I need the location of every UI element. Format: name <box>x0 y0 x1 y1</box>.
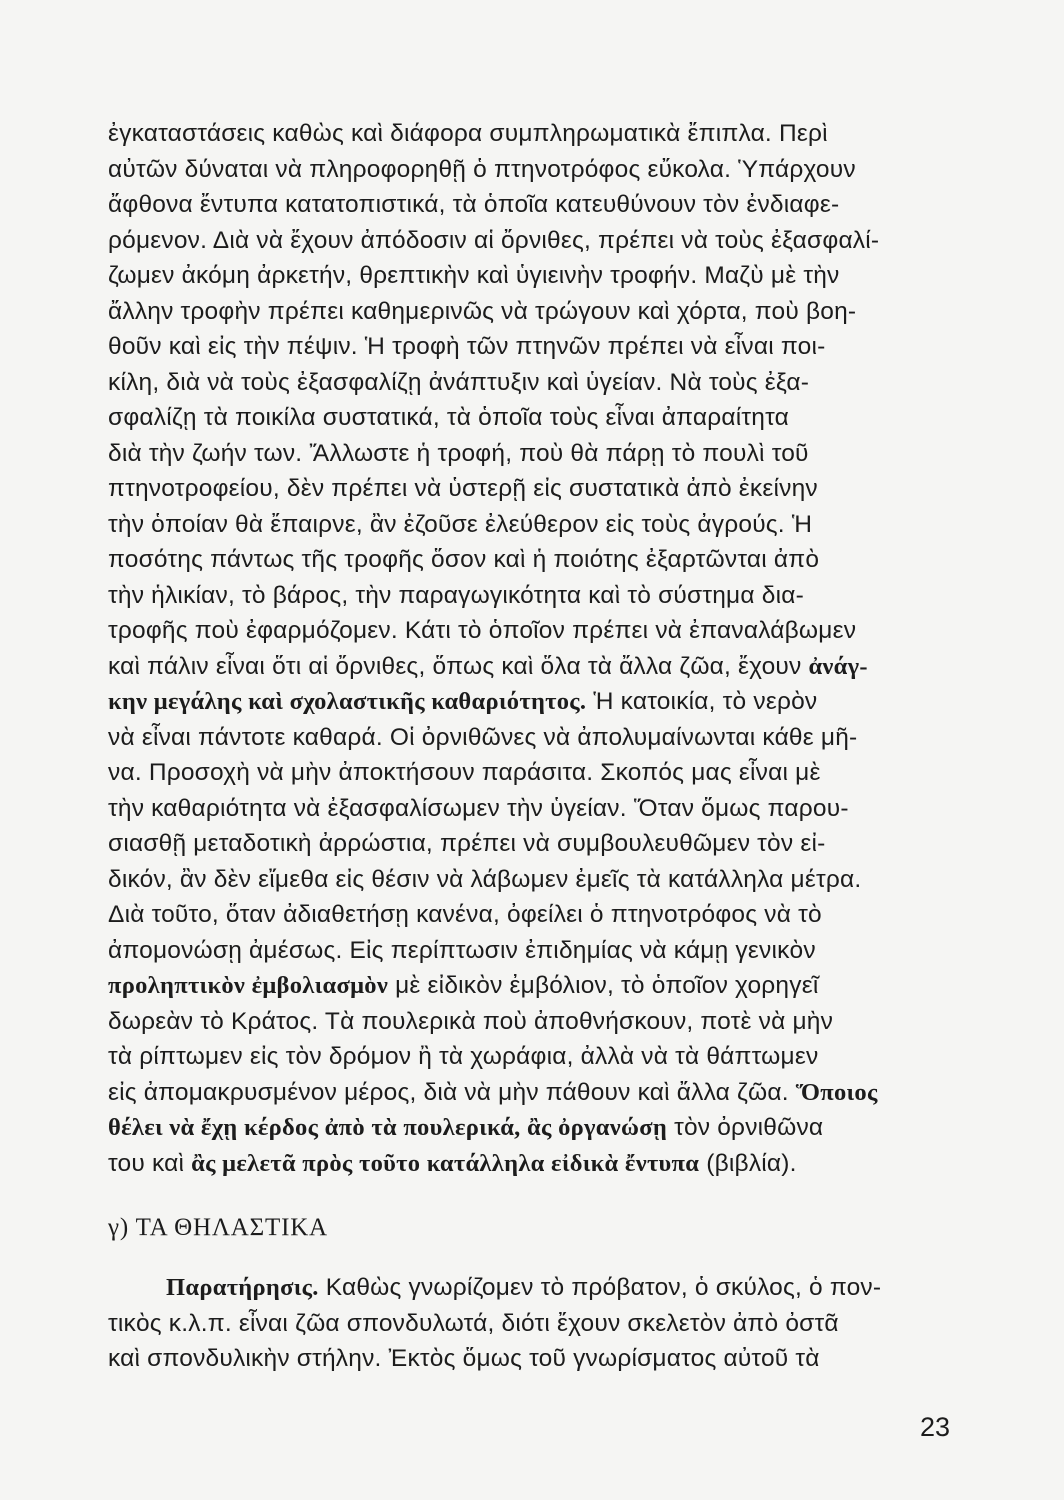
text-segment: ἀπομονώσῃ ἀμέσως. Εἰς περίπτωσιν ἐπιδημίας νὰ κάμῃ γενικὸν <box>108 936 816 964</box>
text-line <box>108 826 956 862</box>
paragraph-poultry-care <box>108 116 956 1181</box>
page-number: 23 <box>919 1412 950 1442</box>
text-segment: ἐγκαταστάσεις καθὼς καὶ διάφορα συμπληρωματικὰ ἔπιπλα. Περὶ <box>108 120 828 147</box>
text-line <box>108 755 956 791</box>
emphasized-text: ἂς μελετᾶ πρὸς τοῦτο κατάλληλα εἰδικὰ ἔντυπα <box>191 1149 700 1177</box>
emphasized-text: ἀνάγ- <box>808 652 868 680</box>
text-line <box>108 187 956 223</box>
text-line <box>108 258 956 294</box>
text-line <box>108 1004 956 1040</box>
text-segment: ρόμενον. Διὰ νὰ ἔχουν ἀπόδοσιν αἱ ὄρνιθες, πρέπει νὰ τοὺς ἐξασφαλί- <box>108 226 880 254</box>
text-segment: θοῦν καὶ εἰς τὴν πέψιν. Ἡ τροφὴ τῶν πτηνῶν πρέπει νὰ εἶναι ποι- <box>108 333 826 360</box>
text-line <box>108 1341 956 1377</box>
emphasized-text: κην μεγάλης καὶ σχολαστικῆς καθαριότητος. <box>108 688 587 715</box>
text-line <box>108 329 956 365</box>
text-line <box>108 400 956 436</box>
text-segment: ἄλλην τροφὴν πρέπει καθημερινῶς νὰ τρώγουν καὶ χόρτα, ποὺ βοη- <box>108 297 857 325</box>
paragraph-mammals <box>108 1270 956 1377</box>
text-line <box>108 223 956 259</box>
text-line <box>108 1146 956 1182</box>
text-segment: καὶ σπονδυλικὴν στήλην. Ἐκτὸς ὅμως τοῦ γνωρίσματος αὐτοῦ τὰ <box>108 1345 820 1372</box>
text-line <box>108 152 956 188</box>
text-segment: τὴν ἡλικίαν, τὸ βάρος, τὴν παραγωγικότητα καὶ τὸ σύστημα δια- <box>108 581 804 609</box>
text-line <box>108 542 956 578</box>
text-segment: Καθὼς γνωρίζομεν τὸ πρόβατον, ὁ σκύλος, ὁ πον- <box>318 1274 882 1301</box>
text-line <box>108 294 956 330</box>
text-segment: καὶ πάλιν εἶναι ὅτι αἱ ὄρνιθες, ὅπως καὶ ὅλα τὰ ἄλλα ζῶα, ἔχουν <box>108 652 809 680</box>
text-line <box>108 649 956 685</box>
text-segment: τὴν ὁποίαν θὰ ἔπαιρνε, ἂν ἐζοῦσε ἐλεύθερον εἰς τοὺς ἀγρούς. Ἡ <box>108 510 813 538</box>
text-segment: τροφῆς ποὺ ἐφαρμόζομεν. Κάτι τὸ ὁποῖον πρέπει νὰ ἐπαναλάβωμεν <box>108 617 857 644</box>
text-segment: κίλη, διὰ νὰ τοὺς ἐξασφαλίζῃ ἀνάπτυξιν καὶ ὑγείαν. Νὰ τοὺς ἐξα- <box>108 368 810 396</box>
text-line <box>108 1270 956 1306</box>
text-segment: σφαλίζῃ τὰ ποικίλα συστατικά, τὰ ὁποῖα τοὺς εἶναι ἀπαραίτητα <box>108 404 790 431</box>
text-line <box>108 471 956 507</box>
text-line <box>108 1039 956 1075</box>
text-segment: δωρεὰν τὸ Κράτος. Τὰ πουλερικὰ ποὺ ἀποθνήσκουν, ποτὲ νὰ μὴν <box>108 1007 834 1035</box>
text-line <box>108 791 956 827</box>
text-line <box>108 1306 956 1342</box>
text-line <box>108 613 956 649</box>
text-line <box>108 436 956 472</box>
text-line <box>108 684 956 720</box>
section-heading: γ) ΤΑ ΘΗΛΑΣΤΙΚΑ <box>108 1214 328 1241</box>
text-segment: (βιβλία). <box>699 1149 797 1177</box>
text-segment: δικόν, ἂν δὲν εἴμεθα εἰς θέσιν νὰ λάβωμεν ἐμεῖς τὰ κατάλληλα μέτρα. <box>108 865 862 893</box>
text-segment: διὰ τὴν ζωήν των. Ἄλλωστε ἡ τροφή, ποὺ θὰ πάρῃ τὸ πουλὶ τοῦ <box>108 439 809 467</box>
emphasized-text: Ὅποιος <box>795 1078 878 1106</box>
text-segment: ἄφθονα ἔντυπα κατατοπιστικά, τὰ ὁποῖα κατευθύνουν τὸν ἐνδιαφε- <box>108 191 840 218</box>
text-segment: σιασθῇ μεταδοτικὴ ἀρρώστια, πρέπει νὰ συμβουλευθῶμεν τὸν εἰ- <box>108 830 826 857</box>
text-segment: να. Προσοχὴ νὰ μὴν ἀποκτήσουν παράσιτα. Σκοπός μας εἶναι μὲ <box>108 759 821 786</box>
text-line <box>108 365 956 401</box>
text-line <box>108 116 956 152</box>
text-segment: τὸν ὀρνιθῶνα <box>667 1114 824 1141</box>
text-segment: τὰ ρίπτωμεν εἰς τὸν δρόμον ἢ τὰ χωράφια, ἀλλὰ νὰ τὰ θάπτωμεν <box>108 1043 819 1070</box>
emphasized-text: Παρατήρησις. <box>166 1274 319 1301</box>
text-segment: μὲ εἰδικὸν ἐμβόλιον, τὸ ὁποῖον χορηγεῖ <box>388 972 819 999</box>
text-line <box>108 1110 956 1146</box>
text-line <box>108 578 956 614</box>
emphasized-text: θέλει νὰ ἔχῃ κέρδος ἀπὸ τὰ πουλερικά, ἂς ὀργανώσῃ <box>108 1114 668 1141</box>
text-line <box>108 720 956 756</box>
text-segment: Διὰ τοῦτο, ὅταν ἀδιαθετήσῃ κανένα, ὀφείλει ὁ πτηνοτρόφος νὰ τὸ <box>108 901 822 928</box>
text-segment: αὐτῶν δύναται νὰ πληροφορηθῇ ὁ πτηνοτρόφος εὔκολα. Ὑπάρχουν <box>108 155 856 183</box>
text-line <box>108 1075 956 1111</box>
text-line <box>108 862 956 898</box>
emphasized-text: προληπτικὸν ἐμβολιασμὸν <box>108 972 389 999</box>
text-segment: εἰς ἀπομακρυσμένον μέρος, διὰ νὰ μὴν πάθουν καὶ ἄλλα ζῶα. <box>108 1078 796 1106</box>
text-line <box>108 897 956 933</box>
text-line <box>108 933 956 969</box>
text-segment: ζωμεν ἀκόμη ἀρκετήν, θρεπτικὴν καὶ ὑγιεινὴν τροφήν. Μαζὺ μὲ τὴν <box>108 262 840 289</box>
text-line <box>108 968 956 1004</box>
text-segment: τικὸς κ.λ.π. εἶναι ζῶα σπονδυλωτά, διότι ἔχουν σκελετὸν ἀπὸ ὀστᾶ <box>108 1309 839 1337</box>
text-segment: ποσότης πάντως τῆς τροφῆς ὅσον καὶ ἡ ποιότης ἐξαρτῶνται ἀπὸ <box>108 546 820 573</box>
text-line <box>108 507 956 543</box>
text-segment: πτηνοτροφείου, δὲν πρέπει νὰ ὑστερῇ εἰς συστατικὰ ἀπὸ ἐκείνην <box>108 475 818 502</box>
text-segment: του καὶ <box>108 1149 192 1177</box>
text-segment: Ἡ κατοικία, τὸ νερὸν <box>586 688 818 715</box>
text-segment: νὰ εἶναι πάντοτε καθαρά. Οἱ ὀρνιθῶνες νὰ ἀπολυμαίνωνται κάθε μῆ- <box>108 723 858 751</box>
text-segment: τὴν καθαριότητα νὰ ἐξασφαλίσωμεν τὴν ὑγείαν. Ὅταν ὅμως παρου- <box>108 794 849 822</box>
